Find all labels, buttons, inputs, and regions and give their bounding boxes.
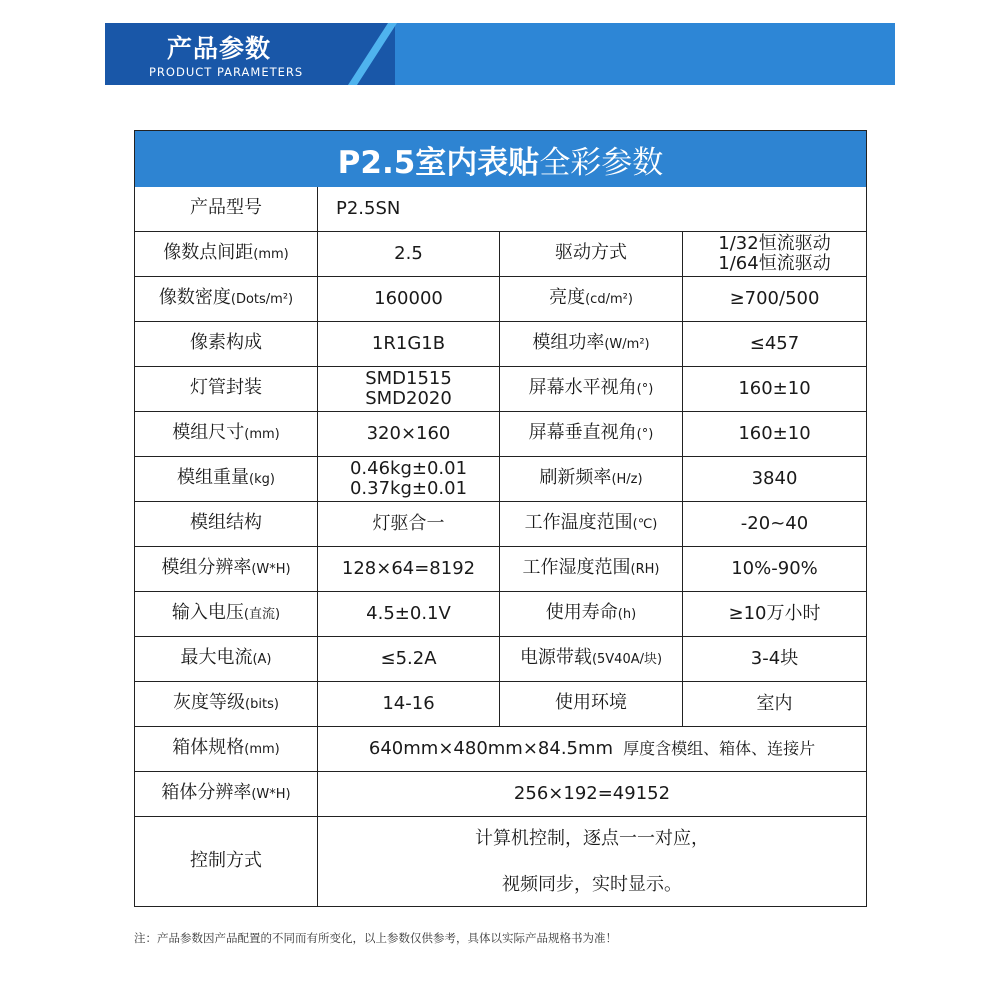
- param-label-cell-unit: (kg): [249, 472, 275, 487]
- param-label-cell-label: 使用环境: [555, 692, 627, 713]
- cabinet-res-value-cell: [318, 772, 866, 817]
- param-label-cell-unit: (mm): [253, 247, 289, 262]
- param-label-cell: [135, 277, 318, 322]
- param-label-cell-label: 模组结构: [190, 512, 262, 533]
- param-label-cell-unit: (℃): [632, 517, 658, 532]
- param-label-cell: [135, 457, 318, 502]
- param-label-cell-label: 模组功率: [532, 332, 605, 353]
- param-label-cell-label: 屏幕垂直视角: [528, 422, 637, 443]
- cabinet-res-label-cell-text: [161, 783, 290, 805]
- param-label-cell-label: 模组重量: [177, 467, 250, 488]
- param-label-cell-text: [161, 558, 290, 580]
- param-label-cell-text: [549, 288, 633, 310]
- param-value: 0.46kg±0.01: [349, 458, 468, 479]
- param-label-cell-label: 屏幕水平视角: [528, 377, 637, 398]
- param-label-cell-text: [529, 423, 654, 445]
- param-value-cell: [683, 637, 866, 682]
- control-line-2: 视频同步，实时显示。: [502, 873, 682, 895]
- param-label-cell-label: 电源带载: [519, 647, 592, 668]
- param-label-cell-text: [525, 513, 658, 535]
- param-value-cell: [318, 232, 500, 277]
- param-value: 3840: [751, 468, 798, 489]
- param-label-cell-label: 灯管封装: [190, 377, 262, 398]
- control-label-cell-text: [190, 851, 262, 873]
- param-value-cell: [683, 502, 866, 547]
- param-label-cell-label: 像数密度: [158, 287, 231, 308]
- param-value-cell: [318, 277, 500, 322]
- param-label-cell: [500, 547, 683, 592]
- param-label-cell-unit: (H/z): [611, 472, 643, 487]
- param-value: ≥10万小时: [728, 603, 821, 624]
- param-label-cell-unit: (W/m²): [604, 337, 650, 352]
- param-label-cell-unit: (RH): [630, 562, 660, 577]
- section-banner: [105, 23, 895, 85]
- param-label-cell-text: [163, 243, 288, 265]
- param-label-cell-unit: (mm): [244, 427, 280, 442]
- param-label-cell-label: 输入电压: [171, 602, 244, 623]
- param-value: 1R1G1B: [371, 333, 446, 354]
- param-label-cell: [135, 592, 318, 637]
- model-value-cell: [318, 187, 866, 232]
- param-label-cell: [135, 682, 318, 727]
- param-value: 160000: [374, 288, 443, 309]
- param-label-cell-text: [172, 603, 280, 625]
- param-label-cell-text: [177, 468, 275, 490]
- param-value-cell: [683, 457, 866, 502]
- param-value: ≥700/500: [729, 288, 820, 309]
- table-title-bold: P2.5室内表贴: [337, 144, 540, 181]
- param-value: 1/32恒流驱动: [718, 233, 831, 254]
- cabinet-size-note: 厚度含模组、箱体、连接片: [623, 739, 816, 758]
- param-label-cell-label: 亮度: [549, 287, 586, 308]
- param-value-cell: [683, 367, 866, 412]
- table-title-normal: 全彩参数: [539, 144, 664, 181]
- param-value: 4.5±0.1V: [366, 603, 451, 624]
- param-value-cell: [318, 367, 500, 412]
- control-line-1: 计算机控制，逐点一一对应，: [475, 827, 709, 849]
- cabinet-size-label-cell-label: 箱体规格: [172, 737, 245, 758]
- param-label-cell-label: 模组分辨率: [161, 557, 252, 578]
- param-label-cell-text: [173, 693, 279, 715]
- param-label-cell: [500, 457, 683, 502]
- param-value: 2.5: [394, 243, 423, 264]
- param-label-cell: [500, 367, 683, 412]
- cabinet-res-label-cell-unit: (W*H): [251, 787, 291, 802]
- param-value: 160±10: [738, 423, 811, 444]
- param-value-cell: [318, 502, 500, 547]
- param-label-cell-unit: (cd/m²): [585, 292, 633, 307]
- banner-subtitle: PRODUCT PARAMETERS: [149, 65, 304, 79]
- cabinet-res-label-cell-label: 箱体分辨率: [161, 782, 252, 803]
- param-value: 128×64=8192: [341, 558, 476, 579]
- cabinet-size-value-cell: [318, 727, 866, 772]
- param-label-cell: [135, 502, 318, 547]
- control-value-cell: [318, 817, 866, 906]
- param-label-cell-unit: (A): [252, 652, 272, 667]
- param-label-cell: [135, 547, 318, 592]
- param-value: ≤457: [749, 333, 800, 354]
- param-label-cell: [500, 502, 683, 547]
- cabinet-size-label-cell: [135, 727, 318, 772]
- param-label-cell-unit: (bits): [245, 697, 279, 712]
- param-label-cell-text: [555, 693, 627, 715]
- param-label-cell-label: 工作湿度范围: [522, 557, 631, 578]
- param-label-cell-label: 像素构成: [190, 332, 262, 353]
- param-label-cell-label: 最大电流: [180, 647, 253, 668]
- param-label-cell-text: [520, 648, 662, 670]
- param-label-cell: [135, 367, 318, 412]
- param-value-cell: [318, 592, 500, 637]
- cabinet-size-text: [369, 739, 815, 759]
- param-label-cell: [500, 412, 683, 457]
- param-value-line2: 0.37kg±0.01: [349, 478, 468, 499]
- cabinet-res-value: 256×192=49152: [513, 783, 671, 804]
- param-value-cell: [318, 682, 500, 727]
- param-label-cell-text: [172, 423, 279, 445]
- param-label-cell-text: [529, 378, 654, 400]
- param-value-cell: [683, 547, 866, 592]
- param-label-cell-unit: (直流): [243, 607, 281, 622]
- model-label-cell: [135, 187, 318, 232]
- param-label-cell-label: 刷新频率: [539, 467, 612, 488]
- param-label-cell-label: 像数点间距: [163, 242, 254, 263]
- param-label-cell-text: [190, 333, 262, 355]
- param-label-cell-label: 模组尺寸: [172, 422, 245, 443]
- param-label-cell-text: [190, 513, 262, 535]
- param-label-cell-label: 驱动方式: [555, 242, 627, 263]
- param-label-cell: [500, 592, 683, 637]
- param-label-cell: [500, 682, 683, 727]
- param-value-cell: [683, 322, 866, 367]
- control-label-cell-label: 控制方式: [190, 849, 262, 871]
- control-label-cell: [135, 817, 318, 906]
- param-label-cell-text: [555, 243, 627, 265]
- param-label-cell-unit: (°): [636, 427, 654, 442]
- param-value-cell: [318, 322, 500, 367]
- param-label-cell-text: [180, 648, 271, 670]
- cabinet-size-value: 640mm×480mm×84.5mm: [368, 738, 614, 759]
- param-value-cell: [318, 457, 500, 502]
- param-value-cell: [683, 682, 866, 727]
- param-value-cell: [683, 592, 866, 637]
- cabinet-size-label-cell-text: [172, 738, 279, 760]
- param-label-cell-text: [190, 378, 262, 400]
- param-label-cell-unit: (5V40A/块): [591, 652, 663, 667]
- param-value-line2: SMD2020: [365, 388, 452, 409]
- param-value-cell: [318, 637, 500, 682]
- param-value: 10%-90%: [731, 558, 818, 579]
- param-label-cell-label: 工作温度范围: [524, 512, 633, 533]
- table-title: [135, 131, 866, 187]
- param-label-cell-text: [546, 603, 636, 625]
- param-label-cell-unit: (h): [617, 607, 637, 622]
- param-label-cell-text: [539, 468, 642, 490]
- param-label-cell: [135, 232, 318, 277]
- param-value: 室内: [756, 693, 793, 714]
- param-value: 14-16: [382, 693, 435, 714]
- param-label-cell: [500, 322, 683, 367]
- banner-title: 产品参数: [167, 34, 272, 63]
- param-label-cell-unit: (°): [636, 382, 654, 397]
- param-label-cell-text: [523, 558, 660, 580]
- cabinet-res-label-cell: [135, 772, 318, 817]
- param-value-cell: [683, 277, 866, 322]
- param-label-cell-unit: (Dots/m²): [230, 292, 294, 307]
- param-value: -20~40: [740, 513, 809, 534]
- param-value: 320×160: [366, 423, 451, 444]
- param-label-cell-label: 灰度等级: [173, 692, 246, 713]
- param-value-cell: [318, 547, 500, 592]
- param-label-cell: [500, 232, 683, 277]
- param-value: 160±10: [738, 378, 811, 399]
- param-value-cell: [683, 232, 866, 277]
- model-label-cell-text: [190, 198, 262, 220]
- parameter-table: [134, 130, 867, 907]
- param-label-cell: [500, 637, 683, 682]
- param-value: ≤5.2A: [380, 648, 437, 669]
- param-value-cell: [318, 412, 500, 457]
- param-label-cell-text: [532, 333, 649, 355]
- param-value-line2: 1/64恒流驱动: [718, 253, 831, 274]
- param-label-cell: [135, 637, 318, 682]
- param-label-cell-text: [159, 288, 293, 310]
- param-label-cell-label: 使用寿命: [545, 602, 618, 623]
- model-label-cell-label: 产品型号: [190, 197, 262, 218]
- param-value-cell: [683, 412, 866, 457]
- model-value: P2.5SN: [336, 198, 401, 219]
- param-value: SMD1515: [365, 368, 452, 389]
- param-value: 3-4块: [750, 648, 799, 669]
- param-value: 灯驱合一: [372, 513, 445, 534]
- param-label-cell: [135, 412, 318, 457]
- footnote: 注：产品参数因产品配置的不同而有所变化，以上参数仅供参考，具体以实际产品规格书为准！: [134, 931, 617, 945]
- param-label-cell-unit: (W*H): [251, 562, 291, 577]
- param-label-cell: [500, 277, 683, 322]
- param-label-cell: [135, 322, 318, 367]
- cabinet-size-label-cell-unit: (mm): [244, 742, 280, 757]
